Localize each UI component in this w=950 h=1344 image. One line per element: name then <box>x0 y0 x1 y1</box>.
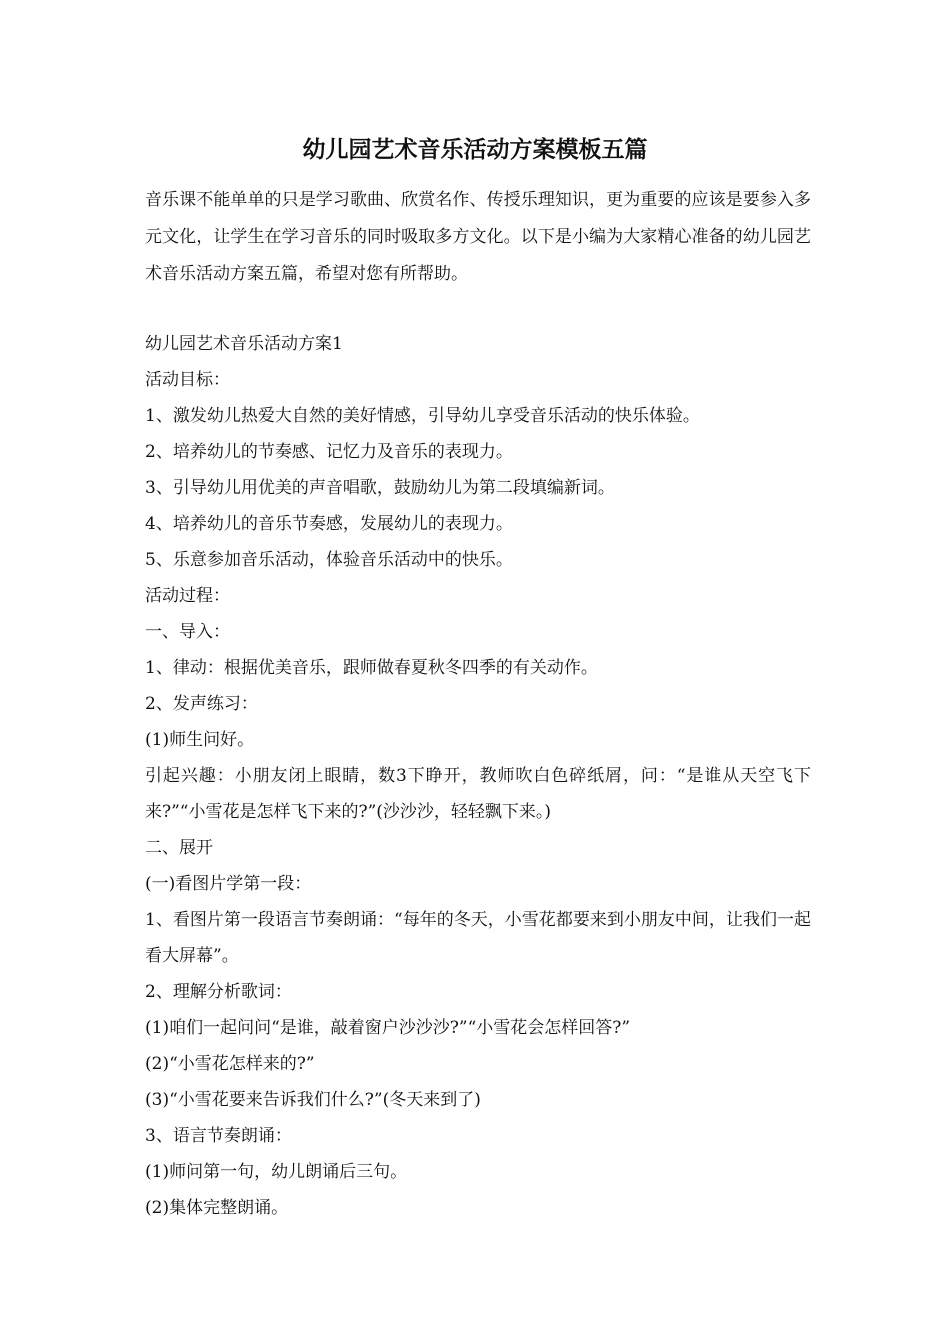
part2-item: 1、看图片第一段语言节奏朗诵：“每年的冬天，小雪花都要来到小朋友中间，让我们一起看大屏幕”。 <box>145 910 811 966</box>
part2-item: 3、语言节奏朗诵： <box>145 1126 292 1146</box>
part2-subitem: (1)咱们一起问问“是谁，敲着窗户沙沙沙?”“小雪花会怎样回答?” <box>145 1018 631 1038</box>
part2-subitem: (3)“小雪花要来告诉我们什么?”(冬天来到了) <box>145 1090 481 1110</box>
part2-heading: 二、展开 <box>145 838 213 858</box>
goal-item: 1、激发幼儿热爱大自然的美好情感，引导幼儿享受音乐活动的快乐体验。 <box>145 406 700 426</box>
document-body <box>145 326 811 1226</box>
part1-subitem: (1)师生问好。 <box>145 730 255 750</box>
part2-item: 2、理解分析歌词： <box>145 982 292 1002</box>
part1-item: 1、律动：根据优美音乐，跟师做春夏秋冬四季的有关动作。 <box>145 658 598 678</box>
part1-heading: 一、导入： <box>145 622 230 642</box>
part2-subitem: (2)“小雪花怎样来的?” <box>145 1054 315 1074</box>
goal-item: 5、乐意参加音乐活动，体验音乐活动中的快乐。 <box>145 550 513 570</box>
intro-paragraph: 音乐课不能单单的只是学习歌曲、欣赏名作、传授乐理知识，更为重要的应该是要参入多元文化，让学生在学习音乐的同时吸取多方文化。以下是小编为大家精心准备的幼儿园艺术音乐活动方案五篇，希望对您有所帮助。 <box>145 190 811 284</box>
part1-item: 2、发声练习： <box>145 694 258 714</box>
part2-subitem: (1)师问第一句，幼儿朗诵后三句。 <box>145 1162 408 1182</box>
goal-item: 2、培养幼儿的节奏感、记忆力及音乐的表现力。 <box>145 442 513 462</box>
process-heading: 活动过程： <box>145 586 230 606</box>
goals-heading: 活动目标： <box>145 370 230 390</box>
part2-subitem: (2)集体完整朗诵。 <box>145 1198 289 1218</box>
goal-item: 3、引导幼儿用优美的声音唱歌，鼓励幼儿为第二段填编新词。 <box>145 478 615 498</box>
section-heading: 幼儿园艺术音乐活动方案1 <box>145 334 343 354</box>
part2-subheading: (一)看图片学第一段： <box>145 874 312 894</box>
document-title: 幼儿园艺术音乐活动方案模板五篇 <box>302 136 648 163</box>
goal-item: 4、培养幼儿的音乐节奏感，发展幼儿的表现力。 <box>145 514 513 534</box>
interest-paragraph: 引起兴趣：小朋友闭上眼睛，数3下睁开，教师吹白色碎纸屑，问：“是谁从天空飞下来?”“小雪花是怎样飞下来的?”(沙沙沙，轻轻飘下来。) <box>145 766 811 822</box>
